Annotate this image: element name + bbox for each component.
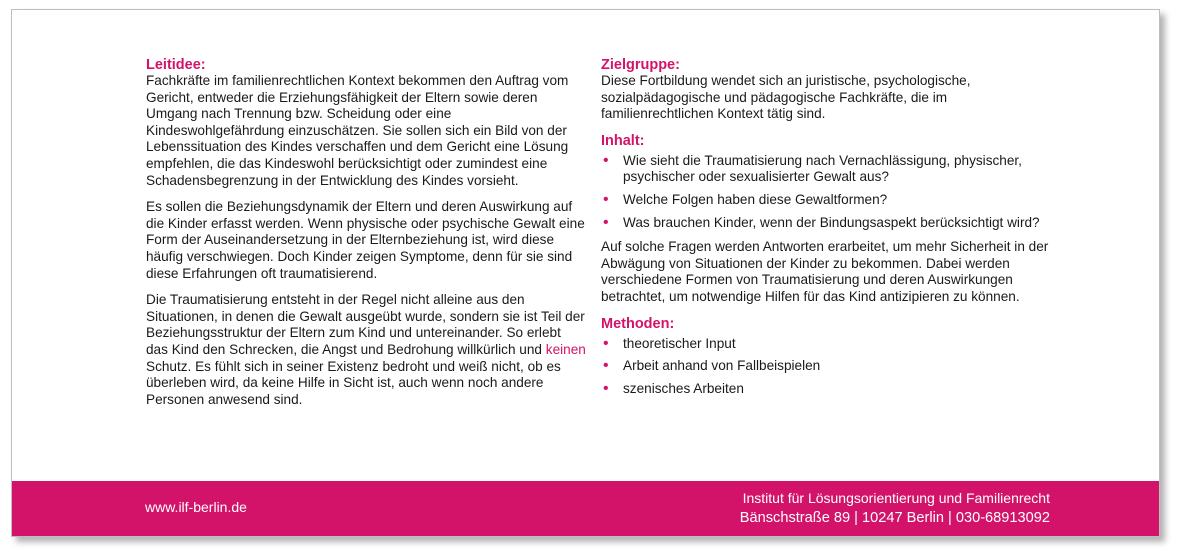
list-item <box>601 215 1061 232</box>
institute-info <box>740 488 1050 528</box>
methoden-list <box>601 336 1061 398</box>
leitidee-paragraph-3 <box>146 292 586 408</box>
list-item-text: szenisches Arbeiten <box>623 380 744 396</box>
bullet-icon: • <box>603 190 609 208</box>
footer-bar <box>12 481 1159 537</box>
institute-address: Bänschstraße 89 | 10247 Berlin | 030-68913092 <box>739 510 1050 526</box>
methoden-heading: Methoden: <box>601 315 675 332</box>
bullet-icon: • <box>603 151 609 169</box>
institute-name: Institut für Lösungsorientierung und Familienrecht <box>742 490 1050 506</box>
leitidee-paragraph-2: Es sollen die Beziehungsdynamik der Eltern und deren Auswirkung auf die Kinder erfasst werden. Wenn physische oder psychische Gewalt eine Form der Auseinandersetzung in der Elternbeziehung ist, wird diese häufig verschwiegen. Doch Kinder zeigen Symptome, denn für sie sind diese Erfahrungen oft traumatisierend. <box>146 199 585 281</box>
list-item <box>601 336 1061 353</box>
leitidee-heading: Leitidee: <box>146 57 206 73</box>
zielgruppe-heading: Zielgruppe: <box>601 57 680 73</box>
list-item <box>601 153 1061 186</box>
paragraph-3-start: Die Traumatisierung entsteht in der Regel nicht alleine aus den Situationen, in denen die Gewalt ausgeübt wurde, sondern sie ist Teil der Beziehungsstruktur der Eltern zum Kind und untereinander. So erlebt das Kind den Schrecken, die Angst und Bedrohung willkürlich und <box>146 292 585 357</box>
list-item-text: Welche Folgen haben diese Gewaltformen? <box>623 191 888 207</box>
bullet-icon: • <box>603 334 609 352</box>
list-item-text: theoretischer Input <box>623 335 736 351</box>
inhalt-text: Auf solche Fragen werden Antworten erarbeitet, um mehr Sicherheit in der Abwägung von Situationen der Kinder zu bekommen. Dabei werden verschiedene Formen von Traumatisierung und deren Auswirkungen betrachtet, um notwendige Hilfen für das Kind antizipieren zu können. <box>601 239 1049 304</box>
list-item-text: Wie sieht die Traumatisierung nach Vernachlässigung, physischer, psychischer oder sexualisierter Gewalt aus? <box>623 152 1022 185</box>
flyer-card <box>11 9 1160 537</box>
inhalt-heading: Inhalt: <box>601 132 645 149</box>
bullet-icon: • <box>603 357 609 375</box>
bullet-icon: • <box>603 379 609 397</box>
website-link[interactable]: www.ilf-berlin.de <box>145 499 247 515</box>
list-item-text: Was brauchen Kinder, wenn der Bindungsaspekt berücksichtigt wird? <box>623 214 1040 230</box>
right-column <box>601 57 1061 403</box>
list-item <box>601 192 1061 209</box>
list-item <box>601 381 1061 398</box>
leitidee-paragraph-1: Fachkräfte im familienrechtlichen Kontext bekommen den Auftrag vom Gericht, entweder die Erziehungsfähigkeit der Eltern sowie deren Umgang nach Trennung bzw. Scheidung oder eine Kindeswohlgefährdung einzuschätzen. Sie sollen sich ein Bild von der Lebenssituation des Kindes verschaffen und dem Gericht eine Lösung empfehlen, die das Kindeswohl berücksichtigt oder zumindest eine Schadensbegrenzung in der Entwicklung des Kindes vorsieht. <box>146 73 569 188</box>
inhalt-list <box>601 153 1061 231</box>
paragraph-3-end: Schutz. Es fühlt sich in seiner Existenz bedroht und weiß nicht, ob es überleben wird, da keine Hilfe in Sicht ist, auch wenn noch andere Personen anwesend sind. <box>146 358 561 407</box>
list-item <box>601 358 1061 375</box>
bullet-icon: • <box>603 213 609 231</box>
list-item-text: Arbeit anhand von Fallbeispielen <box>623 358 821 374</box>
left-column <box>146 57 586 408</box>
zielgruppe-text: Diese Fortbildung wendet sich an juristische, psychologische, sozialpädagogische und pädagogische Fachkräfte, die im familienrechtlichen Kontext tätig sind. <box>601 73 971 122</box>
highlighted-word: keinen <box>545 341 586 357</box>
